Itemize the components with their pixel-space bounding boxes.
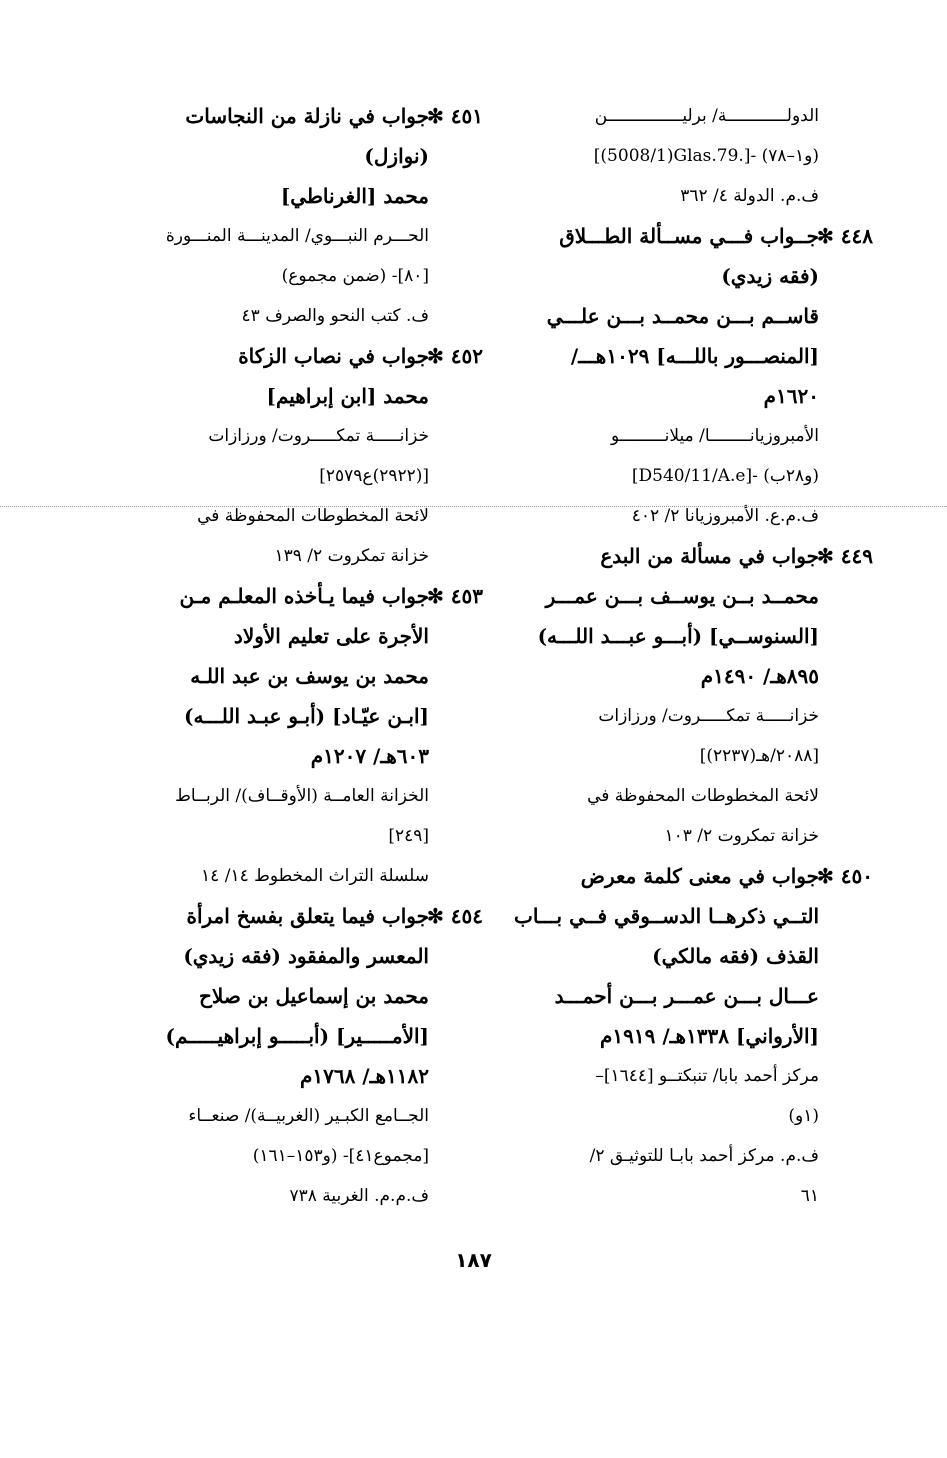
entry-title-text: جواب في معنى كلمة معرض bbox=[580, 864, 819, 888]
entry-title-text: جــواب فـــي مســألة الطـــلاق bbox=[559, 224, 819, 248]
entry-title: الأجرة على تعليم الأولاد bbox=[233, 624, 429, 648]
entry-catalog: سلسلة التراث المخطوط ١٤/ ١٤ bbox=[201, 866, 429, 886]
entry-shelfmark: [D540/11/A.e]- (و٢٨ب) bbox=[631, 466, 819, 486]
entry-title: التــي ذكرهــا الدســوقي فــي بـــاب bbox=[514, 904, 819, 928]
scan-artifact-line bbox=[0, 506, 947, 507]
entry-library: خزانـــــة تمكـــــروت/ ورزازات bbox=[598, 706, 819, 726]
entry-title bbox=[99, 96, 483, 136]
entry-author: [السنوســي] (أبـــو عبـــد اللـــه) bbox=[537, 624, 819, 648]
entry-author: ٨٩٥هـ/ ١٤٩٠م bbox=[700, 664, 819, 688]
right-column bbox=[481, 96, 873, 1216]
entry-author: [الأمـــــير] (أبـــــو إبراهيـــــم) bbox=[165, 1024, 429, 1048]
entry-title: (فقه زيدي) bbox=[721, 264, 819, 288]
entry-catalog: خزانة تمكروت ٢/ ١٣٩ bbox=[274, 546, 429, 566]
page-number: ١٨٧ bbox=[455, 1248, 492, 1272]
entry-author: محمد بن إسماعيل بن صلاح bbox=[198, 984, 429, 1008]
entry-catalog: خزانة تمكروت ٢/ ١٠٣ bbox=[664, 826, 819, 846]
entry-catalog: ف.م.م. الغربية ٧٣٨ bbox=[289, 1186, 429, 1206]
entry-title-text: جواب في نصاب الزكاة bbox=[238, 344, 429, 368]
continuation-shelfmark: [(5008/1)Glas.79.]- (و١–٧٨) bbox=[593, 146, 819, 166]
entry-shelfmark: [٨٠]- (ضمن مجموع) bbox=[281, 266, 429, 286]
entry-number: ٤٥٣ ✻ bbox=[427, 584, 483, 608]
entry-title-text: جواب فيما يتعلق بفسخ امرأة bbox=[186, 904, 429, 928]
entry-library: خزانـــــة تمكـــــروت/ ورزازات bbox=[208, 426, 429, 446]
entry-shelfmark: [مجموع٤١]- (و١٥٣–١٦١) bbox=[252, 1146, 429, 1166]
entry-library: الأمبروزيانــــــــا/ ميلانـــــــــو bbox=[611, 426, 819, 446]
entry-author: [المنصـــور باللـــه] ١٠٢٩هـــ/ bbox=[570, 344, 819, 368]
entry-number: ٤٥٠ ✻ bbox=[817, 864, 873, 888]
star-icon: ✻ bbox=[817, 544, 834, 568]
star-icon: ✻ bbox=[427, 584, 444, 608]
entry-library: الخزانة العامــة (الأوقــاف)/ الربــاط bbox=[175, 786, 429, 806]
entry-number: ٤٥٢ ✻ bbox=[427, 344, 483, 368]
star-icon: ✻ bbox=[427, 104, 444, 128]
entry-author: قاســم بـــن محمــد بـــن علـــي bbox=[546, 304, 819, 328]
continuation-catalog: ف.م. الدولة ٤/ ٣٦٢ bbox=[680, 186, 819, 206]
entry-author: محمد بن يوسف بن عبد اللـه bbox=[190, 664, 429, 688]
entry-title bbox=[481, 856, 873, 896]
entry-title: القذف (فقه مالكي) bbox=[652, 944, 819, 968]
star-icon: ✻ bbox=[427, 904, 444, 928]
entry-title bbox=[99, 336, 483, 376]
entry-library: مركز أحمد بابا/ تنبكتــو [١٦٤٤]– bbox=[595, 1066, 819, 1086]
star-icon: ✻ bbox=[427, 344, 444, 368]
entry-catalog: ف.م. مركز أحمد بابـا للتوثيـق ٢/ bbox=[589, 1146, 819, 1166]
continuation-library: الدولــــــــــــة/ برليـــــــــــــــن bbox=[594, 106, 819, 126]
entry-number: ٤٥١ ✻ bbox=[427, 104, 483, 128]
entry-451 bbox=[99, 96, 483, 336]
entry-shelfmark: [٢٤٩] bbox=[388, 826, 429, 846]
entry-author: [ابـن عيّـاد] (أبـو عبـد اللـــه) bbox=[184, 704, 429, 728]
entry-number: ٤٥٤ ✻ bbox=[427, 904, 483, 928]
entry-title bbox=[481, 536, 873, 576]
entry-author: ١١٨٢هـ/ ١٧٦٨م bbox=[299, 1064, 429, 1088]
entry-author: محمد [ابن إبراهيم] bbox=[266, 384, 429, 408]
entry-number: ٤٤٨ ✻ bbox=[817, 224, 873, 248]
entry-449 bbox=[481, 536, 873, 856]
star-icon: ✻ bbox=[817, 864, 834, 888]
entry-catalog: ف. كتب النحو والصرف ٤٣ bbox=[241, 306, 429, 326]
entry-catalog: ٦١ bbox=[800, 1186, 819, 1206]
star-icon: ✻ bbox=[817, 224, 834, 248]
entry-library: الحـــرم النبـــوي/ المدينـــة المنـــورة bbox=[165, 226, 429, 246]
left-column bbox=[99, 96, 483, 1216]
entry-448 bbox=[481, 216, 873, 536]
entry-title: المعسر والمفقود (فقه زيدي) bbox=[183, 944, 429, 968]
entry-title bbox=[99, 896, 483, 936]
entry-author: محمد [الغرناطي] bbox=[280, 184, 429, 208]
entry-library: الجــامع الكبـير (الغربيــة)/ صنعــاء bbox=[188, 1106, 429, 1126]
entry-shelfmark: [(٢٩٢٢)ع٢٥٧٩] bbox=[319, 466, 429, 486]
entry-author: [الأرواني] ١٣٣٨هـ/ ١٩١٩م bbox=[600, 1024, 819, 1048]
entry-title bbox=[99, 576, 483, 616]
entry-author: ١٦٢٠م bbox=[763, 384, 819, 408]
entry-454 bbox=[99, 896, 483, 1216]
entry-author: محمــد بــن يوســف بـــن عمـــر bbox=[545, 584, 819, 608]
entry-catalog: ف.م.ع. الأمبروزيانا ٢/ ٤٠٢ bbox=[631, 506, 819, 526]
entry-450 bbox=[481, 856, 873, 1216]
entry-452 bbox=[99, 336, 483, 576]
entry-library: (١و) bbox=[788, 1106, 819, 1126]
entry-title: (نوازل) bbox=[364, 144, 429, 168]
entry-shelfmark: [٢٠٨٨/هـ(٢٢٣٧)] bbox=[699, 746, 819, 766]
entry-453 bbox=[99, 576, 483, 896]
entry-catalog: لائحة المخطوطات المحفوظة في bbox=[197, 506, 429, 526]
entry-title bbox=[481, 216, 873, 256]
entry-title-text: جواب في نازلة من النجاسات bbox=[185, 104, 429, 128]
entry-author: ٦٠٣هـ/ ١٢٠٧م bbox=[310, 744, 429, 768]
entry-number: ٤٤٩ ✻ bbox=[817, 544, 873, 568]
entry-author: عـــال بـــن عمـــر بـــن أحمـــد bbox=[554, 984, 819, 1008]
entry-title-text: جواب فيما يـأخذه المعلـم مـن bbox=[179, 584, 429, 608]
entry-title-text: جواب في مسألة من البدع bbox=[600, 544, 819, 568]
entry-catalog: لائحة المخطوطات المحفوظة في bbox=[587, 786, 819, 806]
